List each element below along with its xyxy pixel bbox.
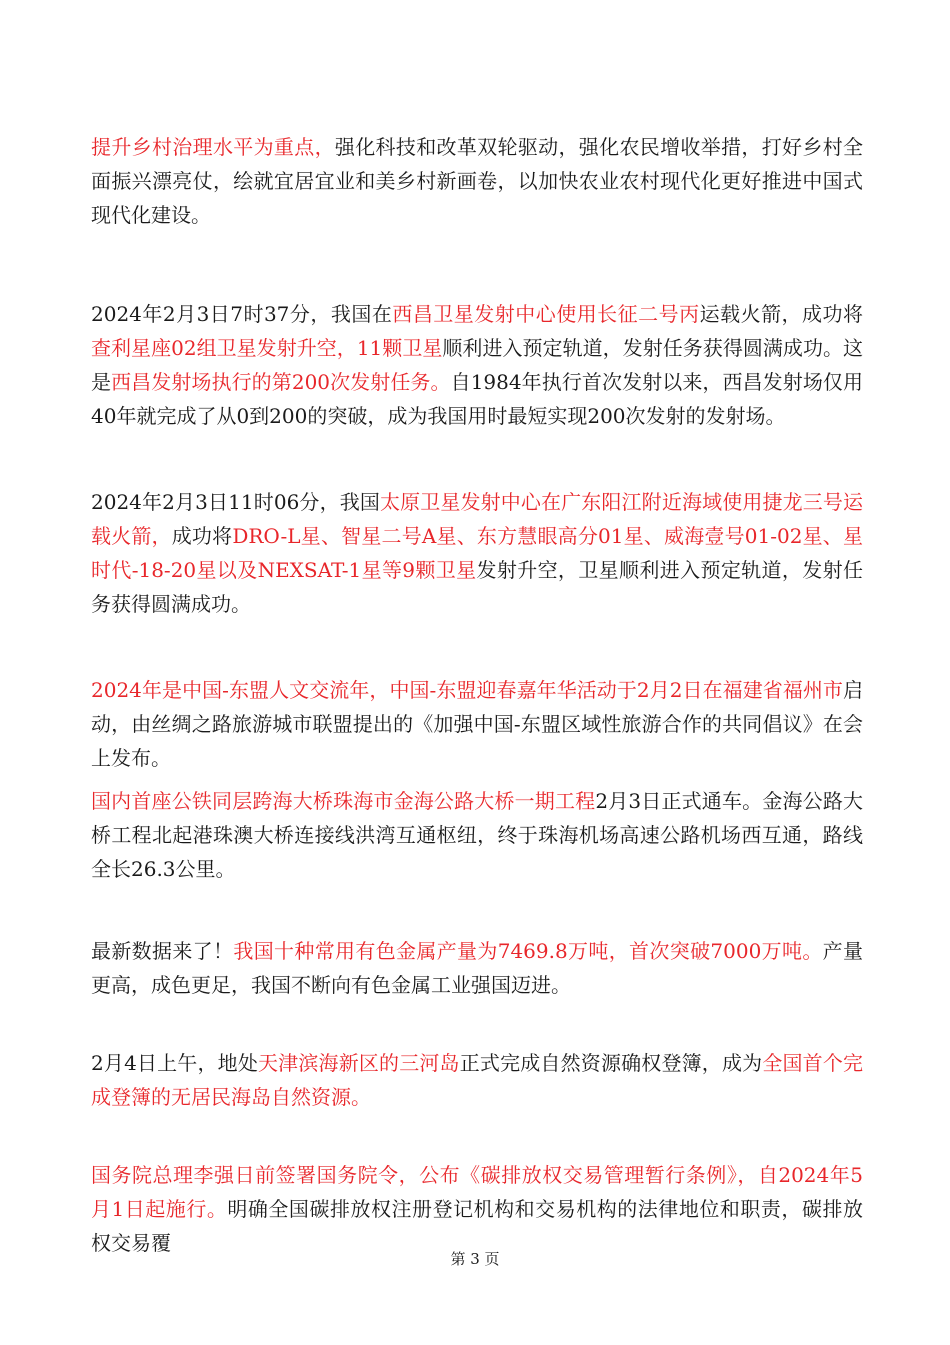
highlighted-text: 提升乡村治理水平为重点， (91, 135, 335, 159)
highlighted-text: 西昌卫星发射中心使用长征二号丙 (392, 302, 700, 326)
highlighted-text: 查利星座02组卫星发射升空，11颗卫星 (91, 336, 443, 360)
highlighted-text: 全国首个完成登簿的无居民海岛自然资源。 (91, 1051, 864, 1109)
highlighted-text: 我国十种常用有色金属产量为7469.8万吨，首次突破7000万吨。 (233, 939, 823, 963)
paragraph-carbon-trading (91, 1158, 863, 1260)
paragraph-nonferrous-metals (91, 934, 863, 1002)
body-text: 顺利进入预定轨道，发射任务获得圆满成功。这是 (91, 336, 863, 394)
page-number: 第 3 页 (450, 1250, 500, 1268)
highlighted-text: 国务院总理李强日前签署国务院令，公布《碳排放权交易管理暂行条例》，自2024年5月1日起施行。 (91, 1163, 863, 1221)
body-text: 运载火箭，成功将 (699, 302, 864, 326)
paragraph-china-asean (91, 673, 863, 775)
highlighted-text: DRO-L星、智星二号A星、东方慧眼高分01星、威海壹号01-02星、星时代-18-20星以及NEXSAT-1星等9颗卫星 (91, 524, 863, 582)
body-text: 2024年2月3日7时37分，我国在 (91, 302, 393, 326)
highlighted-text: 2024年是中国-东盟人文交流年，中国-东盟迎春嘉年华活动于2月2日在福建省福州市 (91, 678, 843, 702)
body-text: 自1984年执行首次发射以来，西昌发射场仅用40年就完成了从0到200的突破，成为我国用时最短实现200次发射的发射场。 (91, 370, 864, 428)
body-text: 启动，由丝绸之路旅游城市联盟提出的《加强中国-东盟区域性旅游合作的共同倡议》在会上发布。 (91, 678, 863, 770)
body-text: 明确全国碳排放权注册登记机构和交易机构的法律地位和职责，碳排放权交易覆 (91, 1197, 863, 1255)
body-text: 2月4日上午，地处 (91, 1051, 258, 1075)
body-text: 成功将 (171, 524, 233, 548)
highlighted-text: 太原卫星发射中心在广东阳江附近海域使用捷龙三号运载火箭， (91, 490, 864, 548)
paragraph-xichang-launch (91, 297, 863, 433)
body-text: 强化科技和改革双轮驱动，强化农民增收举措，打好乡村全面振兴漂亮仗，绘就宜居宜业和美乡村新画卷，以加快农业农村现代化更好推进中国式现代化建设。 (91, 135, 864, 227)
body-text: 最新数据来了！ (91, 939, 234, 963)
body-text: 发射升空，卫星顺利进入预定轨道，发射任务获得圆满成功。 (91, 558, 863, 616)
paragraph-sanhe-island (91, 1046, 863, 1114)
body-text: 正式完成自然资源确权登簿，成为 (459, 1051, 763, 1075)
highlighted-text: 天津滨海新区的三河岛 (258, 1051, 460, 1075)
body-text: 2月3日正式通车。金海公路大桥工程北起港珠澳大桥连接线洪湾互通枢纽，终于珠海机场高速公路机场西互通，路线全长26.3公里。 (91, 789, 864, 881)
body-text: 产量更高，成色更足，我国不断向有色金属工业强国迈进。 (91, 939, 863, 997)
highlighted-text: 国内首座公铁同层跨海大桥珠海市金海公路大桥一期工程 (91, 789, 596, 813)
paragraph-rural-revitalization (91, 130, 863, 232)
paragraph-jinhai-bridge (91, 784, 863, 886)
paragraph-taiyuan-launch (91, 485, 863, 621)
highlighted-text: 西昌发射场执行的第200次发射任务。 (111, 370, 451, 394)
body-text: 2024年2月3日11时06分，我国 (91, 490, 380, 514)
